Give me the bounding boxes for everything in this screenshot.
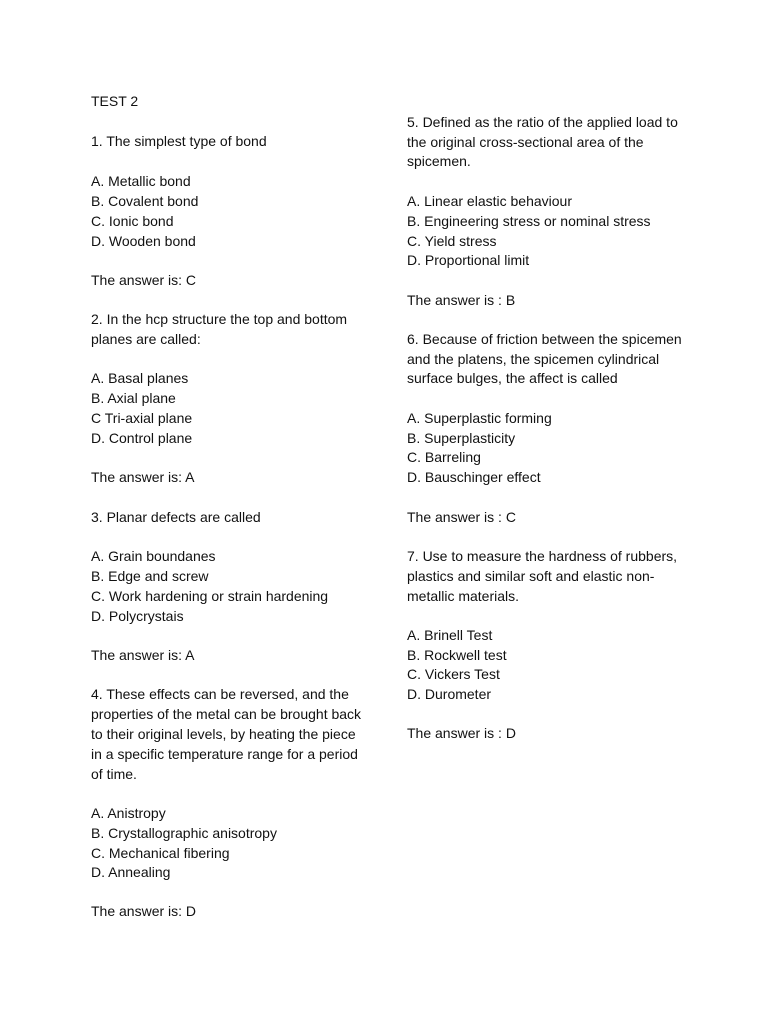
question-7-option-a: A. Brinell Test [407, 627, 493, 643]
question-6-option-c: C. Barreling [407, 449, 481, 465]
page-title: TEST 2 [91, 93, 139, 109]
question-4-text-line-4: in a specific temperature range for a period [91, 746, 358, 762]
question-2-text-line-1: 2. In the hcp structure the top and bottom [91, 311, 348, 327]
question-1-option-b: B. Covalent bond [91, 193, 199, 209]
question-2-option-d: D. Control plane [91, 430, 193, 446]
question-2-text-line-2: planes are called: [91, 331, 201, 347]
question-5-text-line-2: the original cross-sectional area of the [407, 134, 644, 150]
question-4-text-line-1: 4. These effects can be reversed, and the [91, 686, 349, 702]
question-3-option-b: B. Edge and screw [91, 568, 209, 584]
question-5-text-line-1: 5. Defined as the ratio of the applied load to [407, 114, 678, 130]
question-6-answer: The answer is : C [407, 509, 516, 525]
question-7-option-b: B. Rockwell test [407, 647, 507, 663]
question-7-option-d: D. Durometer [407, 686, 492, 702]
question-4-answer: The answer is: D [91, 903, 197, 919]
question-2-answer: The answer is: A [91, 469, 195, 485]
question-7-text-line-2: plastics and similar soft and elastic non- [407, 568, 655, 584]
question-2-option-c: C Tri-axial plane [91, 410, 193, 426]
question-3-answer: The answer is: A [91, 647, 195, 663]
question-3-option-c: C. Work hardening or strain hardening [91, 588, 329, 604]
question-1-option-a: A. Metallic bond [91, 173, 191, 189]
question-4-option-b: B. Crystallographic anisotropy [91, 825, 277, 841]
question-5-answer: The answer is : B [407, 292, 516, 308]
question-3-text: 3. Planar defects are called [91, 509, 261, 525]
question-4-text-line-5: of time. [91, 766, 137, 782]
question-4-option-d: D. Annealing [91, 864, 171, 880]
question-5-option-d: D. Proportional limit [407, 252, 530, 268]
question-5-option-a: A. Linear elastic behaviour [407, 193, 572, 209]
question-5-option-b: B. Engineering stress or nominal stress [407, 213, 651, 229]
question-4-text-line-3: to their original levels, by heating the piece [91, 726, 356, 742]
question-7-option-c: C. Vickers Test [407, 666, 500, 682]
question-6-text-line-3: surface bulges, the affect is called [407, 370, 618, 386]
question-1-answer: The answer is: C [91, 272, 197, 288]
question-7-answer: The answer is : D [407, 725, 516, 741]
question-1-option-d: D. Wooden bond [91, 233, 196, 249]
question-1-option-c: C. Ionic bond [91, 213, 174, 229]
question-4-option-c: C. Mechanical fibering [91, 845, 230, 861]
question-6-text-line-1: 6. Because of friction between the spicemen [407, 331, 682, 347]
question-5-option-c: C. Yield stress [407, 233, 497, 249]
question-2-option-a: A. Basal planes [91, 370, 189, 386]
question-6-text-line-2: and the platens, the spicemen cylindrical [407, 351, 660, 367]
question-2-option-b: B. Axial plane [91, 390, 176, 406]
question-4-text-line-2: properties of the metal can be brought back [91, 706, 362, 722]
question-7-text-line-3: metallic materials. [407, 588, 520, 604]
question-5-text-line-3: spicemen. [407, 153, 471, 169]
question-3-option-d: D. Polycrystais [91, 608, 184, 624]
question-6-option-d: D. Bauschinger effect [407, 469, 541, 485]
question-1-text: 1. The simplest type of bond [91, 133, 267, 149]
question-6-option-b: B. Superplasticity [407, 430, 516, 446]
question-6-option-a: A. Superplastic forming [407, 410, 552, 426]
question-4-option-a: A. Anistropy [91, 805, 166, 821]
question-7-text-line-1: 7. Use to measure the hardness of rubbers, [407, 548, 678, 564]
question-3-option-a: A. Grain boundanes [91, 548, 216, 564]
